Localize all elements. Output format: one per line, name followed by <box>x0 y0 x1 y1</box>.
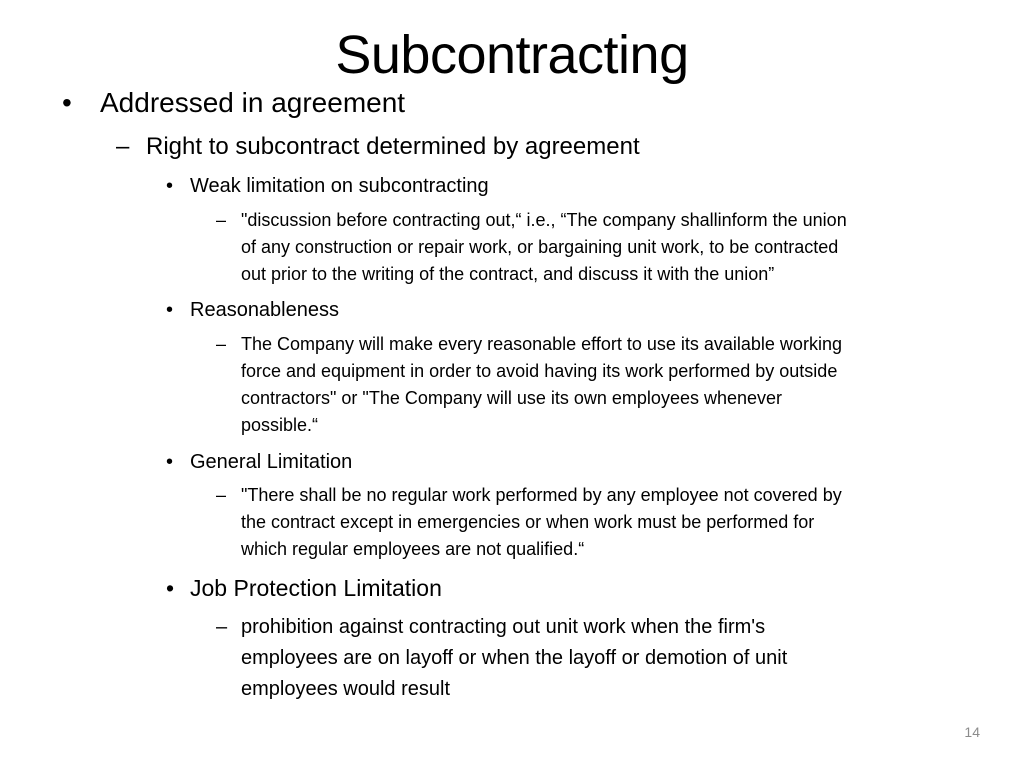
job-protection-quote-line-3: employees would result <box>241 678 450 700</box>
page-number: 14 <box>964 724 980 740</box>
general-limitation-quote-line-1: "There shall be no regular work performed by any employee not covered by <box>241 485 842 505</box>
job-protection-quote-line-2: employees are on layoff or when the layoff or demotion of unit <box>241 647 788 669</box>
bullet-icon: • <box>166 299 174 321</box>
bullet-icon: • <box>166 175 174 197</box>
general-limitation-quote-line-2: the contract except in emergencies or when work must be performed for <box>241 512 815 532</box>
dash-icon: – <box>216 616 228 638</box>
bullet-icon: • <box>166 575 175 601</box>
weak-limitation-quote-line-1: "discussion before contracting out,“ i.e., “The company shallinform the union <box>241 210 847 230</box>
dash-icon: – <box>216 485 227 505</box>
dash-icon: – <box>116 133 130 160</box>
subbullet-general-limitation: General Limitation <box>190 451 353 473</box>
reasonableness-quote-line-1: The Company will make every reasonable effort to use its available working <box>241 334 842 354</box>
weak-limitation-quote-line-3: out prior to the writing of the contract, and discuss it with the union” <box>241 264 775 284</box>
bullet-icon: • <box>166 451 174 473</box>
job-protection-quote-line-1: prohibition against contracting out unit work when the firm's <box>241 616 766 638</box>
dash-icon: – <box>216 334 227 354</box>
subbullet-reasonableness: Reasonableness <box>190 299 339 321</box>
reasonableness-quote-line-4: possible.“ <box>241 415 319 435</box>
bullet-addressed: Addressed in agreement <box>100 87 406 118</box>
reasonableness-quote-line-2: force and equipment in order to avoid having its work performed by outside <box>241 361 838 381</box>
subbullet-job-protection: Job Protection Limitation <box>190 575 442 601</box>
reasonableness-quote-line-3: contractors" or "The Company will use its own employees whenever <box>241 388 783 408</box>
subbullet-right-to-subcontract: Right to subcontract determined by agreement <box>146 133 640 160</box>
weak-limitation-quote-line-2: of any construction or repair work, or bargaining unit work, to be contracted <box>241 237 839 257</box>
bullet-icon: • <box>62 87 72 118</box>
general-limitation-quote-line-3: which regular employees are not qualified.“ <box>241 539 585 559</box>
slide-title: Subcontracting <box>335 25 689 85</box>
subbullet-weak-limitation: Weak limitation on subcontracting <box>190 175 489 197</box>
dash-icon: – <box>216 210 227 230</box>
